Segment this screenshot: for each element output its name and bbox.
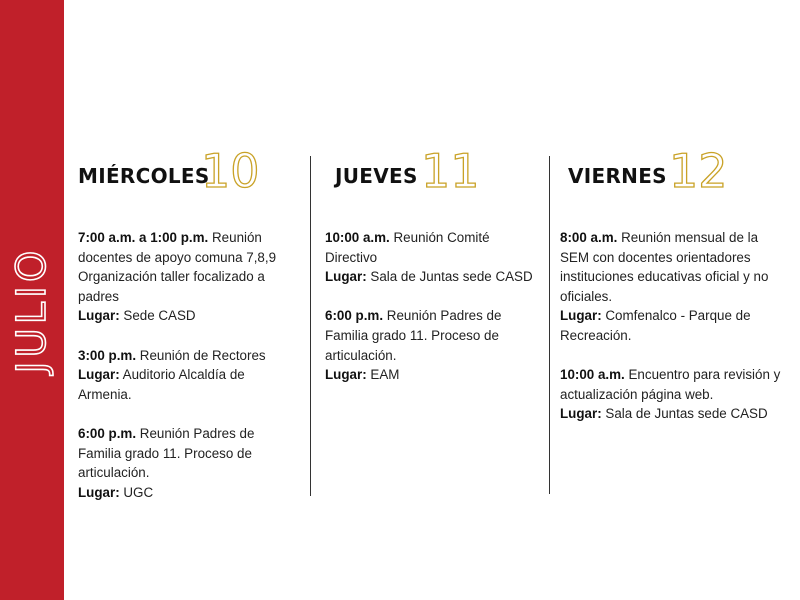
event-place: UGC — [123, 484, 154, 500]
event-time: 6:00 p.m. — [325, 308, 384, 324]
event-place-label: Lugar: — [78, 308, 120, 324]
event-description: Reunión mensual de la SEM con docentes orientadores instituciones educativas oficial y no oficiales. — [560, 230, 769, 304]
event-item — [325, 306, 543, 384]
event-place-label: Lugar: — [560, 406, 602, 422]
event-place: Sala de Juntas sede CASD — [605, 406, 768, 422]
event-item — [78, 228, 290, 326]
month-label: JULIO — [9, 246, 55, 374]
day-number: 11 — [421, 144, 480, 198]
column-divider — [310, 156, 311, 496]
event-time: 3:00 p.m. — [78, 347, 137, 363]
event-place: Sala de Juntas sede CASD — [370, 269, 533, 285]
event-description: Reunión docentes de apoyo comuna 7,8,9 Organización taller focalizado a padres — [78, 230, 277, 304]
event-description: Encuentro para revisión y actualización página web. — [560, 367, 781, 402]
day-header — [560, 144, 788, 200]
event-time: 6:00 p.m. — [78, 425, 137, 441]
event-place-label: Lugar: — [560, 308, 602, 324]
event-place: Sede CASD — [123, 308, 196, 324]
event-place: Auditorio Alcaldía de Armenia. — [78, 367, 245, 402]
event-time: 10:00 a.m. — [325, 230, 390, 245]
day-column-thursday — [325, 144, 543, 404]
event-place: EAM — [370, 367, 400, 383]
day-column-wednesday — [78, 144, 290, 522]
day-name: MIÉRCOLES — [78, 164, 210, 188]
event-list — [325, 228, 543, 385]
day-name: JUEVES — [335, 164, 418, 188]
event-list — [78, 228, 290, 502]
event-place-label: Lugar: — [325, 367, 367, 383]
column-divider — [549, 156, 550, 494]
month-band — [0, 0, 64, 600]
event-time: 7:00 a.m. a 1:00 p.m. — [78, 230, 209, 245]
day-number: 10 — [201, 144, 260, 198]
event-place-label: Lugar: — [325, 269, 367, 285]
event-time: 10:00 a.m. — [560, 367, 625, 383]
event-place-label: Lugar: — [78, 367, 120, 383]
event-description: Reunión Padres de Familia grado 11. Proceso de articulación. — [78, 425, 255, 481]
event-item — [325, 228, 543, 287]
event-item — [560, 228, 788, 346]
event-item — [78, 346, 290, 405]
event-place: Comfenalco - Parque de Recreación. — [560, 308, 751, 343]
event-description: Reunión Padres de Familia grado 11. Proceso de articulación. — [325, 308, 502, 363]
event-place-label: Lugar: — [78, 484, 120, 500]
event-list — [560, 228, 788, 424]
event-item — [560, 365, 788, 424]
event-description: Reunión de Rectores — [139, 347, 266, 363]
day-column-friday — [560, 144, 788, 444]
day-header — [78, 144, 290, 200]
event-description: Reunión Comité Directivo — [325, 230, 490, 265]
day-number: 12 — [669, 144, 728, 198]
day-name: VIERNES — [568, 164, 667, 188]
day-header — [325, 144, 543, 200]
event-time: 8:00 a.m. — [560, 230, 618, 245]
event-item — [78, 424, 290, 502]
